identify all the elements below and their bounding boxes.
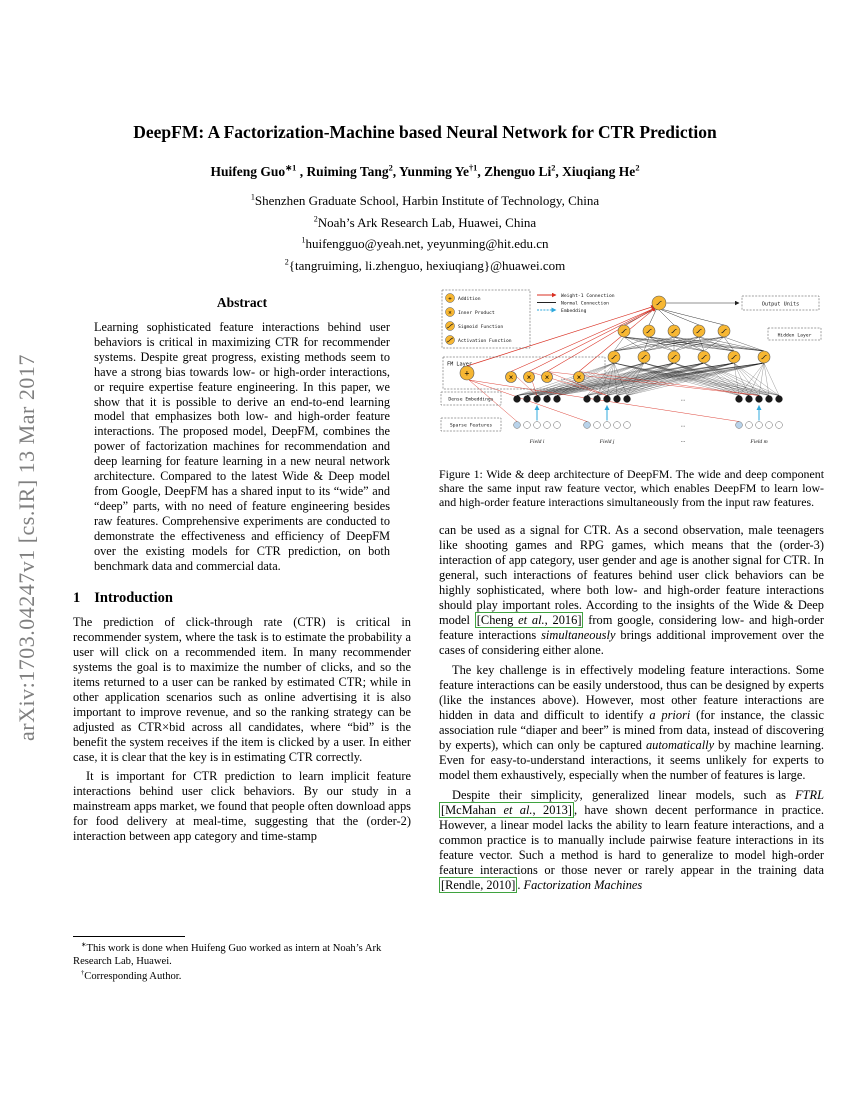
citation-etal: et al. [518, 612, 545, 627]
body-text: . [517, 877, 524, 892]
body-text: Despite their simplicity, generalized linear models, such as [452, 787, 796, 802]
footnote-mark: † [81, 969, 85, 977]
affil-mark: 2 [284, 257, 289, 267]
footnote-rule [73, 936, 185, 937]
emphasis-text: a priori [649, 707, 691, 722]
field-j-label: Field j [599, 438, 615, 445]
hidden-layer-label: Hidden Layer [777, 333, 812, 339]
plus-glyph: + [448, 295, 452, 303]
figure-caption: Figure 1: Wide & deep architecture of DeepFM. The wide and deep component share the same input raw feature vector, which enables DeepFM to learn low- and high-order feature interactions simultaneously from the input raw features. [439, 467, 824, 510]
footnote-2 [73, 970, 411, 983]
section-title: Introduction [94, 590, 173, 607]
citation-rendle-2010[interactable]: [Rendle, 2010] [441, 877, 516, 892]
svg-text:×: × [526, 372, 532, 382]
body-text: from google, considering low- and high-order feature interactions [439, 612, 825, 642]
figure-legend-connections [537, 293, 615, 314]
citation-text: [Cheng [476, 612, 519, 627]
svg-text:×: × [576, 372, 582, 382]
email-line [40, 255, 810, 277]
affil-mark: 2 [313, 214, 318, 224]
emphasis-text: Factorization Machines [523, 877, 643, 892]
body-text: can be used as a signal for CTR. As a second observation, male teenagers like shooting games and RPG games, which means that the (order-3) interaction of app category, user gender and age is another signal for CTR. In general, such interactions of features behind user click behaviors can be highly sophisticated, where both low- and high-order feature interactions should play important roles. According to the insights of the Wide & Deep model [439, 522, 824, 627]
citation-mcmahan-2013[interactable] [439, 802, 574, 818]
field-i-label: Field i [529, 438, 545, 445]
legend-label-activation: Activation Function [458, 338, 512, 344]
affil-text: Noah’s Ark Research Lab, Huawei, China [317, 214, 537, 230]
field-m-label: Field m [750, 438, 768, 445]
citation-text: , 2013] [532, 802, 572, 817]
intro-paragraph-2: It is important for CTR prediction to learn implicit feature interactions behind user click behaviors. By our study in a mainstream apps market, we found that people often download apps for food delivery at meal-time, suggesting that the (order-2) interaction between app category and time-stamp [73, 769, 411, 844]
footnote-block [73, 936, 411, 986]
abstract-text: Learning sophisticated feature interactions behind user behaviors is critical in maximizing CTR for recommender systems. Despite great progress, existing methods seem to have a strong bias towards low- or high-order interactions, or require expertise feature engineering. In this paper, we show that it is possible to derive an end-to-end learning model that emphasizes both low- and high-order feature interactions. The proposed model, DeepFM, combines the power of factorization machines for recommendation and deep learning for feature learning in a new neural network architecture. Compared to the latest Wide & Deep model from Google, DeepFM has a shared input to its “wide” and “deep” parts, with no need of feature engineering besides raw features. Comprehensive experiments are conducted to demonstrate the effectiveness and efficiency of DeepFM over the existing models for CTR prediction, on both benchmark data and commercial data. [94, 320, 390, 573]
footnote-1 [73, 942, 411, 968]
legend-label-weight1: Weight-1 Connection [561, 293, 615, 299]
left-column [73, 295, 411, 844]
emphasis-text: FTRL [795, 787, 824, 802]
author-name: , Xiuqiang He [555, 164, 636, 179]
affil-mark: 1 [301, 235, 306, 245]
fm-dots: ... [560, 375, 566, 382]
email-text: {tangruiming, li.zhenguo, hexiuqiang}@huawei.com [288, 257, 566, 273]
deepfm-architecture-figure [439, 287, 824, 455]
sparse-dots: ... [680, 422, 686, 429]
legend-label-embedding: Embedding [561, 308, 587, 314]
footnote-text: Corresponding Author. [84, 971, 182, 983]
author-name: , Yunming Ye [392, 164, 469, 179]
citation-text: , 2016] [544, 612, 582, 627]
dense-embeddings-label: Dense Embeddings [448, 397, 494, 403]
legend-label-sigmoid: Sigmoid Function [458, 324, 504, 330]
abstract-heading: Abstract [216, 295, 268, 310]
section-heading-introduction [73, 590, 411, 607]
body-text: brings additional improvement over the cases of considering either alone. [439, 627, 824, 657]
author-affmark: 2 [388, 163, 393, 173]
citation-text: [McMahan [441, 802, 504, 817]
embedding-dots: ... [680, 396, 686, 403]
legend-label-inner-product: Inner Product [458, 310, 495, 316]
author-line [40, 164, 810, 180]
output-units-label: Output Units [761, 301, 800, 308]
svg-text:×: × [544, 372, 550, 382]
body-text: , have shown decent performance in practice. However, a linear model lacks the ability to learn feature interactions, and a common practice is to manually include pairwise feature interactions in its feature vector. Such a method is hard to generalize to model high-order feature interactions or those never or rarely appear in the training data [439, 802, 824, 877]
author-name: Huifeng Guo [210, 164, 286, 179]
field-dots: ... [680, 438, 686, 445]
author-name: , Ruiming Tang [296, 164, 389, 179]
author-affmark: 2 [635, 163, 640, 173]
author-name: , Zhenguo Li [477, 164, 552, 179]
affiliation-line [40, 212, 810, 234]
citation-etal: et al. [503, 802, 533, 817]
emphasis-text: automatically [645, 737, 715, 752]
legend-label-normal: Normal Connection [561, 301, 609, 307]
citation-cheng-2016[interactable] [475, 612, 584, 628]
section-number: 1 [73, 590, 81, 607]
paper-title: DeepFM: A Factorization-Machine based Neural Network for CTR Prediction [133, 122, 717, 142]
affiliation-line [40, 190, 810, 212]
figure-legend-symbols [442, 290, 530, 348]
body-text: by machine learning. Even for easy-to-understand interactions, it seems unlikely for experts to model them exhaustively, especially when the number of features is large. [439, 737, 824, 782]
sparse-features-label: Sparse Features [449, 423, 493, 429]
times-glyph: × [448, 309, 452, 317]
arxiv-stamp: arXiv:1703.04247v1 [cs.IR] 13 Mar 2017 [14, 354, 39, 741]
right-column [439, 287, 824, 893]
footnote-mark: ∗ [81, 941, 87, 949]
emphasis-text: simultaneously [541, 627, 616, 642]
email-line [40, 233, 810, 255]
author-affmark: 2 [551, 163, 556, 173]
fm-layer-label: FM Layer [447, 361, 472, 368]
body-paragraph-3 [439, 788, 824, 893]
author-affmark: ∗1 [285, 163, 297, 173]
body-text: (for instance, the classic association rule “diaper and beer” is mined from data, instead of discovering by experts), which can only be captured [439, 707, 824, 752]
intro-paragraph-1: The prediction of click-through rate (CTR) is critical in recommender system, where the task is to estimate the probability a user will click on a recommended item. In many recommender systems the goal is to maximize the number of clicks, and so the items returned to a user can be ranked by estimated CTR; while in other application scenarios such as online advertising it is also important to improve revenue, and so the ranking strategy can be adjusted as CTR×bid across all candidates, where “bid” is the benefit the system receives if the item is clicked by a user. In either case, it is clear that the key is in estimating CTR correctly. [73, 615, 411, 765]
legend-label-addition: Addition [458, 296, 481, 302]
affil-mark: 1 [250, 192, 255, 202]
body-text: The key challenge is in effectively modeling feature interactions. Some feature interactions can be easily understood, thus can be designed by experts (like the instances above). However, most other feature interactions are hidden in data and difficult to identify [439, 662, 824, 722]
footnote-text: This work is done when Huifeng Guo worked as intern at Noah’s Ark Research Lab, Huawei. [73, 943, 382, 968]
body-paragraph-2 [439, 663, 824, 783]
svg-text:×: × [508, 372, 514, 382]
email-text: huifengguo@yeah.net, yeyunming@hit.edu.cn [305, 236, 549, 251]
body-paragraph-1 [439, 523, 824, 658]
figure-network-nodes-and-connections [460, 296, 782, 428]
author-affmark: †1 [468, 163, 478, 173]
affil-text: Shenzhen Graduate School, Harbin Institute of Technology, China [254, 193, 600, 208]
affiliation-block [40, 190, 810, 276]
svg-text:+: + [464, 368, 470, 379]
